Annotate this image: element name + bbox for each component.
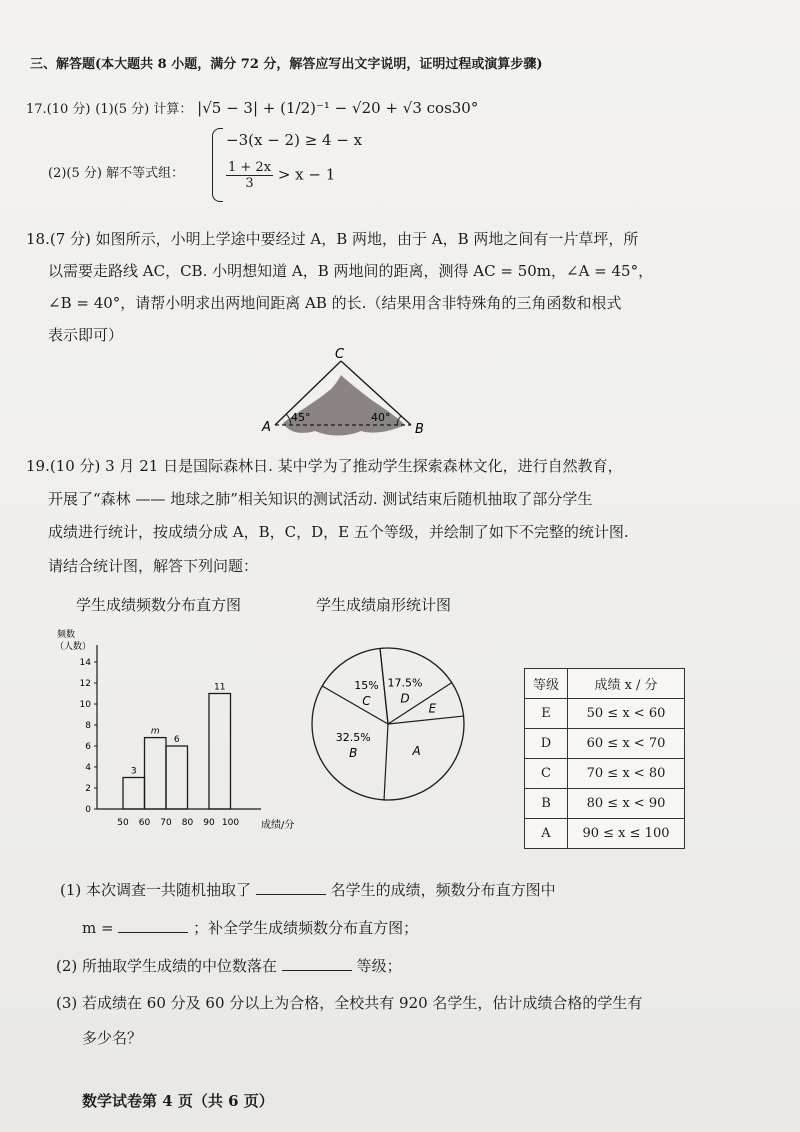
pie-slice-label: D xyxy=(400,691,410,706)
vertex-a-label: A xyxy=(262,420,271,435)
inequality-2 xyxy=(226,160,335,191)
q19-line4: 请结合统计图，解答下列问题： xyxy=(48,557,259,575)
histogram-x-tick-label: 70 xyxy=(160,818,172,828)
histogram-bar xyxy=(166,746,188,809)
table-header-cell: 成绩 x / 分 xyxy=(568,669,685,699)
table-cell: A xyxy=(525,819,568,849)
histogram-y-tick-label: 10 xyxy=(79,700,91,710)
histogram-bar-label: 3 xyxy=(130,766,137,777)
q17-part2-label: (2)(5 分) 解不等式组： xyxy=(48,166,185,181)
table-cell: C xyxy=(525,759,568,789)
q17-number: 17.(10 分) xyxy=(26,102,91,117)
inequality-2-rest: > x − 1 xyxy=(277,165,336,184)
q19-sub1-line2 xyxy=(82,918,418,938)
q18-line1: 18.(7 分) 如图所示，小明上学途中要经过 A，B 两地，由于 A，B 两地之间有一片草坪，所 xyxy=(26,230,639,248)
histogram-bar-label: 11 xyxy=(214,682,226,693)
table-row xyxy=(525,729,685,759)
histogram-chart xyxy=(55,625,325,840)
q19-sub2-text-b: 等级； xyxy=(356,957,402,975)
angle-b-label: 40° xyxy=(371,411,391,424)
q18-line4: 表示即可） xyxy=(48,326,124,344)
histogram-bar xyxy=(123,778,145,810)
pie-chart xyxy=(308,628,488,828)
table-cell: 60 ≤ x < 70 xyxy=(568,729,685,759)
table-cell: 80 ≤ x < 90 xyxy=(568,789,685,819)
fraction-numerator: 1 + 2x xyxy=(228,160,272,175)
histogram-y-tick-label: 6 xyxy=(85,742,91,752)
histogram-y-label-2: （人数） xyxy=(55,642,92,652)
grade-table xyxy=(524,668,685,849)
pie-slice-border xyxy=(384,724,388,800)
angle-a-label: 45° xyxy=(291,411,311,424)
inequality-2-fraction xyxy=(226,160,273,191)
fraction-denominator: 3 xyxy=(245,176,254,191)
table-header-row xyxy=(525,669,685,699)
vertex-c-label: C xyxy=(335,347,345,362)
table-cell: 50 ≤ x < 60 xyxy=(568,699,685,729)
histogram-x-label: 成绩/分 xyxy=(261,820,295,831)
q19-sub1-text-b: 名学生的成绩，频数分布直方图中 xyxy=(330,881,556,899)
answer-blank-m[interactable] xyxy=(118,918,188,933)
histogram-bar xyxy=(145,738,167,809)
pie-slice-percent: 17.5% xyxy=(387,676,423,690)
inequality-1: −3(x − 2) ≥ 4 − x xyxy=(226,131,363,149)
q19-sub2-text-a: (2) 所抽取学生成绩的中位数落在 xyxy=(56,957,278,975)
histogram-x-tick-label: 80 xyxy=(181,818,194,828)
table-cell: 90 ≤ x ≤ 100 xyxy=(568,819,685,849)
table-row xyxy=(525,759,685,789)
table-row xyxy=(525,819,685,849)
pie-chart-title: 学生成绩扇形统计图 xyxy=(316,596,452,614)
histogram-bar-label: 6 xyxy=(173,735,180,745)
pie-slice-percent: 32.5% xyxy=(335,730,371,744)
q19-sub3-line2: 多少名？ xyxy=(82,1029,143,1047)
table-header-cell: 等级 xyxy=(525,669,568,699)
histogram-x-tick-label: 60 xyxy=(138,818,151,828)
q17-line1 xyxy=(26,98,478,120)
q17-part1-label: (1)(5 分) 计算： xyxy=(95,102,193,117)
histogram-y-label-1: 频数 xyxy=(57,630,76,640)
pie-slice-percent: 15% xyxy=(354,678,379,692)
q19-sub1-line1 xyxy=(60,880,556,900)
page-footer: 数学试卷第 4 页（共 6 页） xyxy=(82,1092,274,1110)
q17-part1-expression: |√5 − 3| + (1/2)⁻¹ − √20 + √3 cos30° xyxy=(197,99,479,117)
table-cell: E xyxy=(525,699,568,729)
q18-triangle-figure xyxy=(255,345,435,445)
answer-blank-median[interactable] xyxy=(282,956,352,971)
q18-line3: ∠B = 40°，请帮小明求出两地间距离 AB 的长.（结果用含非特殊角的三角函数和根式 xyxy=(48,294,622,312)
pie-slice-label: E xyxy=(428,701,437,716)
histogram-x-tick-label: 90 xyxy=(203,818,215,828)
table-cell: 70 ≤ x < 80 xyxy=(568,759,685,789)
q19-sub1-text-a: (1) 本次调查一共随机抽取了 xyxy=(60,881,252,899)
histogram-y-tick-label: 4 xyxy=(85,763,91,773)
q19-line3: 成绩进行统计，按成绩分成 A，B，C，D，E 五个等级，并绘制了如下不完整的统计图. xyxy=(48,523,629,541)
table-row xyxy=(525,789,685,819)
histogram-x-tick-label: 100 xyxy=(221,818,240,828)
section-heading: 三、解答题(本大题共 8 小题，满分 72 分，解答应写出文字说明，证明过程或演算步骤) xyxy=(30,57,543,72)
pie-slice-label: A xyxy=(412,744,421,759)
pie-slice-label: B xyxy=(349,745,358,760)
histogram-y-tick-label: 12 xyxy=(79,679,91,689)
pie-slice-label: C xyxy=(362,693,371,708)
q19-sub2 xyxy=(56,956,402,976)
histogram-bar xyxy=(209,694,231,810)
table-cell: D xyxy=(525,729,568,759)
histogram-y-tick-label: 8 xyxy=(85,721,91,731)
answer-blank-total[interactable] xyxy=(256,880,326,895)
histogram-title: 学生成绩频数分布直方图 xyxy=(76,596,242,614)
histogram-y-tick-label: 2 xyxy=(85,784,91,794)
q19-sub1-text-c: m = xyxy=(82,919,114,937)
vertex-b-label: B xyxy=(415,422,424,437)
inequality-brace xyxy=(212,128,223,202)
histogram-y-tick-label: 0 xyxy=(85,805,91,815)
table-row xyxy=(525,699,685,729)
table-cell: B xyxy=(525,789,568,819)
q19-sub1-text-d: ；补全学生成绩频数分布直方图； xyxy=(193,919,419,937)
histogram-bar-label: m xyxy=(150,726,160,737)
histogram-y-tick-label: 14 xyxy=(79,658,91,668)
q19-line2: 开展了“森林 —— 地球之肺”相关知识的测试活动. 测试结束后随机抽取了部分学生 xyxy=(48,490,593,508)
q19-line1: 19.(10 分) 3 月 21 日是国际森林日. 某中学为了推动学生探索森林文化，进行自然教育， xyxy=(26,457,623,475)
q19-sub3-line1: (3) 若成绩在 60 分及 60 分以上为合格，全校共有 920 名学生，估计成绩合格的学生有 xyxy=(56,994,643,1012)
histogram-x-tick-label: 50 xyxy=(117,818,129,828)
lawn-shape xyxy=(283,375,405,436)
q18-line2: 以需要走路线 AC，CB. 小明想知道 A，B 两地间的距离，测得 AC = 50m，∠A = 45°， xyxy=(48,262,654,280)
